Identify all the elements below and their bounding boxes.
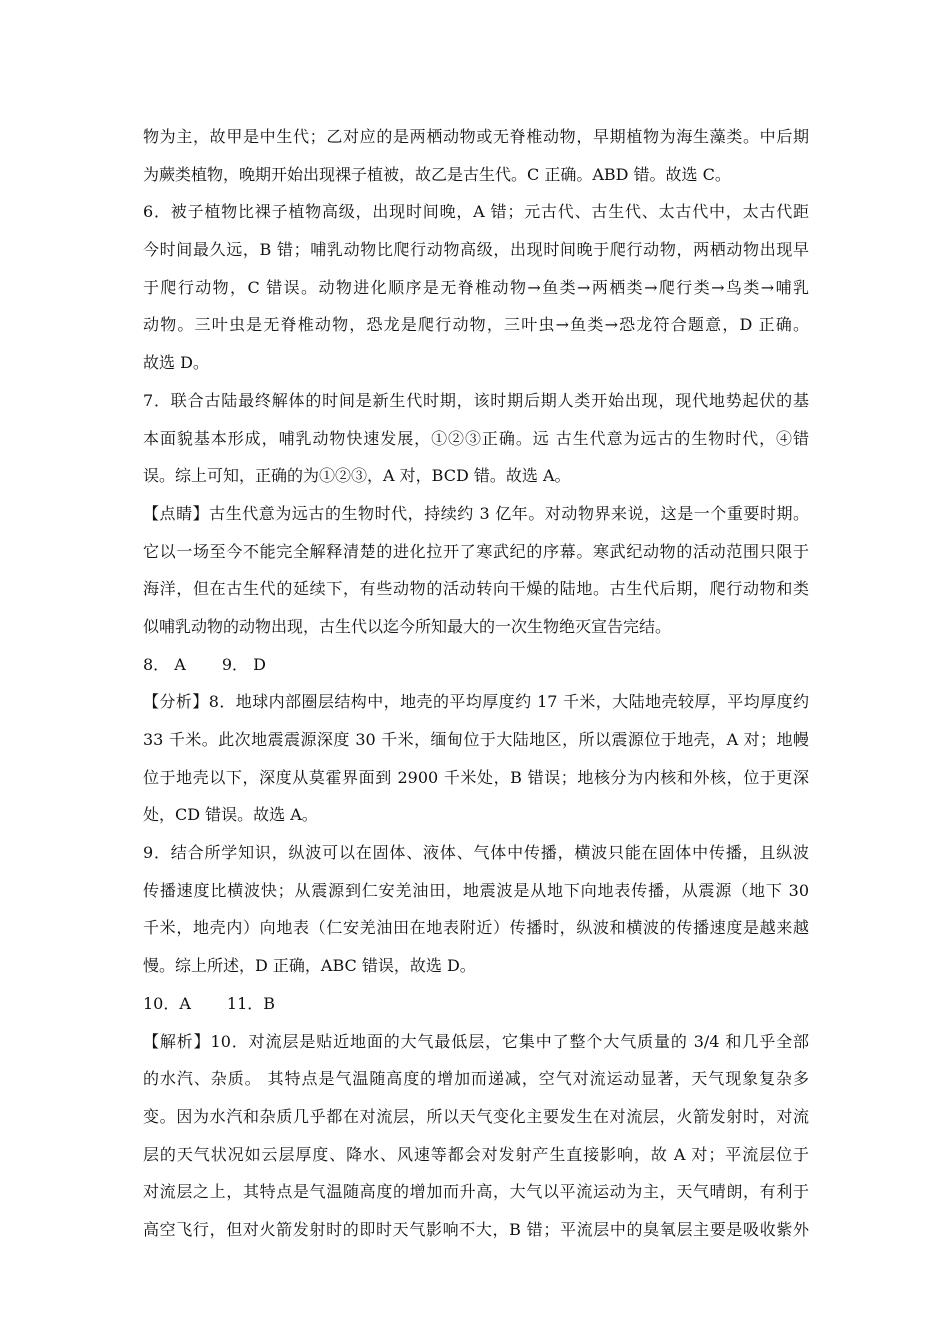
answer-8: 8． A — [143, 654, 186, 674]
text-line: 6．被子植物比裸子植物高级，出现时间晚，A 错；元古代、古生代、太古代中，太古代距 — [143, 202, 809, 222]
document-page — [143, 118, 809, 1249]
text-line: 对流层之上，其特点是气温随高度的增加而升高，大气以平流运动为主，天气晴朗，有利于 — [143, 1182, 809, 1202]
text-line: 的水汽、杂质。 其特点是气温随高度的增加而递减，空气对流运动显著，天气现象复杂多 — [143, 1069, 809, 1089]
answer-line-8-9 — [143, 646, 809, 684]
text-line: 【分析】8．地球内部圈层结构中，地壳的平均厚度约 17 千米，大陆地壳较厚，平均厚度约 — [143, 692, 809, 712]
text-line: 传播速度比横波快；从震源到仁安羌油田，地震波是从地下向地表传播，从震源（地下 30 — [143, 880, 809, 900]
text-line: 海洋，但在古生代的延续下，有些动物的活动转向干燥的陆地。古生代后期，爬行动物和类 — [143, 579, 809, 599]
answer-11: 11．B — [226, 993, 276, 1013]
text-line: 于爬行动物，C 错误。动物进化顺序是无脊椎动物→鱼类→两栖类→爬行类→鸟类→哺乳 — [143, 277, 809, 297]
text-line: 9．结合所学知识，纵波可以在固体、液体、气体中传播，横波只能在固体中传播，且纵波 — [143, 843, 809, 863]
text-line: 物为主，故甲是中生代；乙对应的是两栖动物或无脊椎动物，早期植物为海生藻类。中后期 — [143, 127, 809, 146]
answer-9: 9． D — [221, 654, 266, 674]
text-line: 变。因为水汽和杂质几乎都在对流层，所以天气变化主要发生在对流层，火箭发射时，对流 — [143, 1106, 809, 1126]
text-line: 误。综上可知，正确的为①②③，A 对，BCD 错。故选 A。 — [143, 466, 571, 486]
text-line: 【点睛】古生代意为远古的生物时代，持续约 3 亿年。对动物界来说，这是一个重要时期。 — [143, 503, 809, 523]
text-line: 33 千米。此次地震震源深度 30 千米，缅甸位于大陆地区，所以震源位于地壳，A 对；地幔 — [143, 730, 809, 749]
text-line: 7．联合古陆最终解体的时间是新生代时期，该时期后期人类开始出现，现代地势起伏的基 — [143, 390, 809, 410]
text-line: 今时间最久远，B 错；哺乳动物比爬行动物高级，出现时间晚于爬行动物，两栖动物出现早 — [143, 240, 809, 260]
text-line: 【解析】10．对流层是贴近地面的大气最低层，它集中了整个大气质量的 3/4 和几乎全部 — [143, 1031, 809, 1051]
text-line: 动物。三叶虫是无脊椎动物，恐龙是爬行动物，三叶虫→鱼类→恐龙符合题意，D 正确。 — [143, 315, 809, 335]
text-line: 慢。综上所述，D 正确，ABC 错误，故选 D。 — [143, 956, 476, 976]
text-line: 高空飞行，但对火箭发射时的即时天气影响不大，B 错；平流层中的臭氧层主要是吸收紫外 — [143, 1219, 809, 1239]
answer-10: 10．A — [143, 993, 191, 1013]
answer-line-10-11 — [143, 985, 809, 1023]
text-line: 似哺乳动物的动物出现，古生代以迄今所知最大的一次生物绝灭宣告完结。 — [143, 616, 672, 636]
text-line: 处，CD 错误。故选 A。 — [143, 805, 318, 825]
text-line: 位于地壳以下，深度从莫霍界面到 2900 千米处，B 错误；地核分为内核和外核，位于更深 — [143, 767, 809, 787]
text-line: 本面貌基本形成，哺乳动物快速发展，①②③正确。远 古生代意为远古的生物时代，④错 — [143, 428, 809, 448]
text-line: 层的天气状况如云层厚度、降水、风速等都会对发射产生直接影响，故 A 对；平流层位于 — [143, 1144, 809, 1164]
text-line: 为蕨类植物，晚期开始出现裸子植被，故乙是古生代。C 正确。ABD 错。故选 C。 — [143, 164, 731, 184]
text-line: 故选 D。 — [143, 353, 209, 373]
text-line: 千米，地壳内）向地表（仁安羌油田在地表附近）传播时，纵波和横波的传播速度是越来越 — [143, 918, 809, 938]
text-line: 它以一场至今不能完全解释清楚的进化拉开了寒武纪的序幕。寒武纪动物的活动范围只限于 — [143, 541, 809, 561]
